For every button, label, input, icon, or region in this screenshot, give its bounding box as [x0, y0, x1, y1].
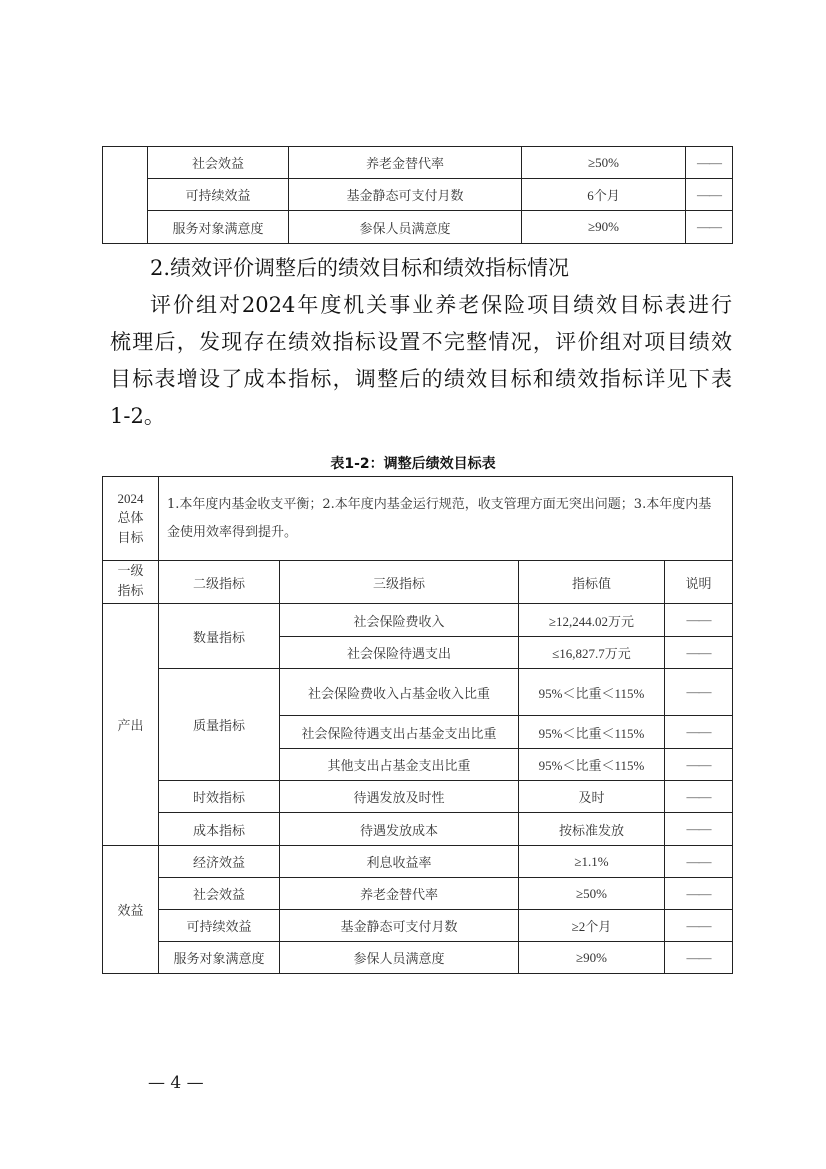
table-row [103, 942, 733, 974]
value-cell: 及时 [519, 781, 665, 813]
level3-cell: 养老金替代率 [280, 878, 519, 910]
level3-cell: 待遇发放及时性 [280, 781, 519, 813]
paragraph-line: 目标表增设了成本指标，调整后的绩效目标和绩效指标详见下表 [110, 367, 732, 391]
note-cell: —— [665, 942, 733, 974]
header-text: 一级 [117, 564, 144, 579]
level3-cell: 参保人员满意度 [280, 942, 519, 974]
level2-cell: 可持续效益 [159, 910, 280, 942]
paragraph-line: 1-2。 [110, 404, 165, 428]
note-cell: —— [665, 669, 733, 716]
level2-cell: 社会效益 [159, 878, 280, 910]
continued-performance-table [102, 146, 733, 244]
header-text: 指标 [117, 584, 144, 599]
table-row [103, 211, 733, 244]
goal-label-cell [103, 477, 159, 561]
level2-cell: 成本指标 [159, 813, 280, 846]
value-cell: ≥12,244.02万元 [519, 604, 665, 637]
note-cell: —— [686, 179, 733, 211]
level2-cell: 经济效益 [159, 846, 280, 878]
value-cell: 95%＜比重＜115% [519, 716, 665, 749]
paragraph-line: 梳理后，发现存在绩效指标设置不完整情况，评价组对项目绩效 [110, 330, 732, 354]
goal-label-text: 总体 [117, 510, 144, 526]
table-row [103, 179, 733, 211]
level2-cell: 数量指标 [159, 604, 280, 669]
note-cell: —— [686, 211, 733, 244]
header-level3: 三级指标 [280, 561, 519, 604]
level1-benefit-cell: 效益 [103, 846, 159, 974]
table-row [103, 878, 733, 910]
level3-cell: 基金静态可支付月数 [289, 179, 522, 211]
goal-label-text: 目标 [117, 530, 144, 546]
table-row [103, 604, 733, 637]
value-cell: ≥1.1% [519, 846, 665, 878]
note-cell: —— [665, 813, 733, 846]
level2-cell: 服务对象满意度 [148, 211, 289, 244]
value-cell: ≥90% [519, 942, 665, 974]
goal-text-cell: 1.本年度内基金收支平衡；2.本年度内基金运行规范，收支管理方面无突出问题；3.本年度内基金使用效率得到提升。 [159, 477, 733, 561]
note-cell: —— [665, 749, 733, 781]
level2-cell: 可持续效益 [148, 179, 289, 211]
note-cell: —— [665, 878, 733, 910]
table-row [103, 813, 733, 846]
header-note: 说明 [665, 561, 733, 604]
value-cell: 6个月 [522, 179, 686, 211]
note-cell: —— [665, 604, 733, 637]
header-level1 [103, 561, 159, 604]
note-cell: —— [665, 716, 733, 749]
level3-cell: 养老金替代率 [289, 147, 522, 179]
level1-output-cell: 产出 [103, 604, 159, 846]
section-heading: 2.绩效评价调整后的绩效目标和绩效指标情况 [150, 256, 570, 280]
level2-cell: 质量指标 [159, 669, 280, 781]
note-cell: —— [665, 846, 733, 878]
header-row [103, 561, 733, 604]
level3-cell: 社会保险费收入 [280, 604, 519, 637]
level3-cell: 社会保险待遇支出 [280, 637, 519, 669]
level3-cell: 社会保险待遇支出占基金支出比重 [280, 716, 519, 749]
table-row [103, 910, 733, 942]
level1-cell [103, 147, 148, 244]
value-cell: ≥50% [519, 878, 665, 910]
table-row [103, 669, 733, 716]
level2-cell: 时效指标 [159, 781, 280, 813]
goal-row [103, 477, 733, 561]
header-value: 指标值 [519, 561, 665, 604]
header-level2: 二级指标 [159, 561, 280, 604]
level3-cell: 基金静态可支付月数 [280, 910, 519, 942]
note-cell: —— [686, 147, 733, 179]
table-row [103, 147, 733, 179]
level3-cell: 参保人员满意度 [289, 211, 522, 244]
value-cell: 95%＜比重＜115% [519, 669, 665, 716]
level3-cell: 其他支出占基金支出比重 [280, 749, 519, 781]
paragraph-line: 评价组对2024年度机关事业养老保险项目绩效目标表进行 [150, 293, 732, 317]
page-number: — 4 — [148, 1073, 204, 1093]
value-cell: ≥90% [522, 211, 686, 244]
level3-cell: 待遇发放成本 [280, 813, 519, 846]
value-cell: ≥50% [522, 147, 686, 179]
level3-cell: 社会保险费收入占基金收入比重 [280, 669, 519, 716]
value-cell: 95%＜比重＜115% [519, 749, 665, 781]
note-cell: —— [665, 781, 733, 813]
level2-cell: 服务对象满意度 [159, 942, 280, 974]
note-cell: —— [665, 910, 733, 942]
note-cell: —— [665, 637, 733, 669]
table-caption: 表1-2：调整后绩效目标表 [330, 456, 496, 472]
level2-cell: 社会效益 [148, 147, 289, 179]
value-cell: ≥2个月 [519, 910, 665, 942]
level3-cell: 利息收益率 [280, 846, 519, 878]
adjusted-performance-table [102, 476, 733, 974]
value-cell: 按标准发放 [519, 813, 665, 846]
value-cell: ≤16,827.7万元 [519, 637, 665, 669]
goal-label-year: 2024 [117, 490, 144, 506]
table-row [103, 781, 733, 813]
table-row [103, 846, 733, 878]
